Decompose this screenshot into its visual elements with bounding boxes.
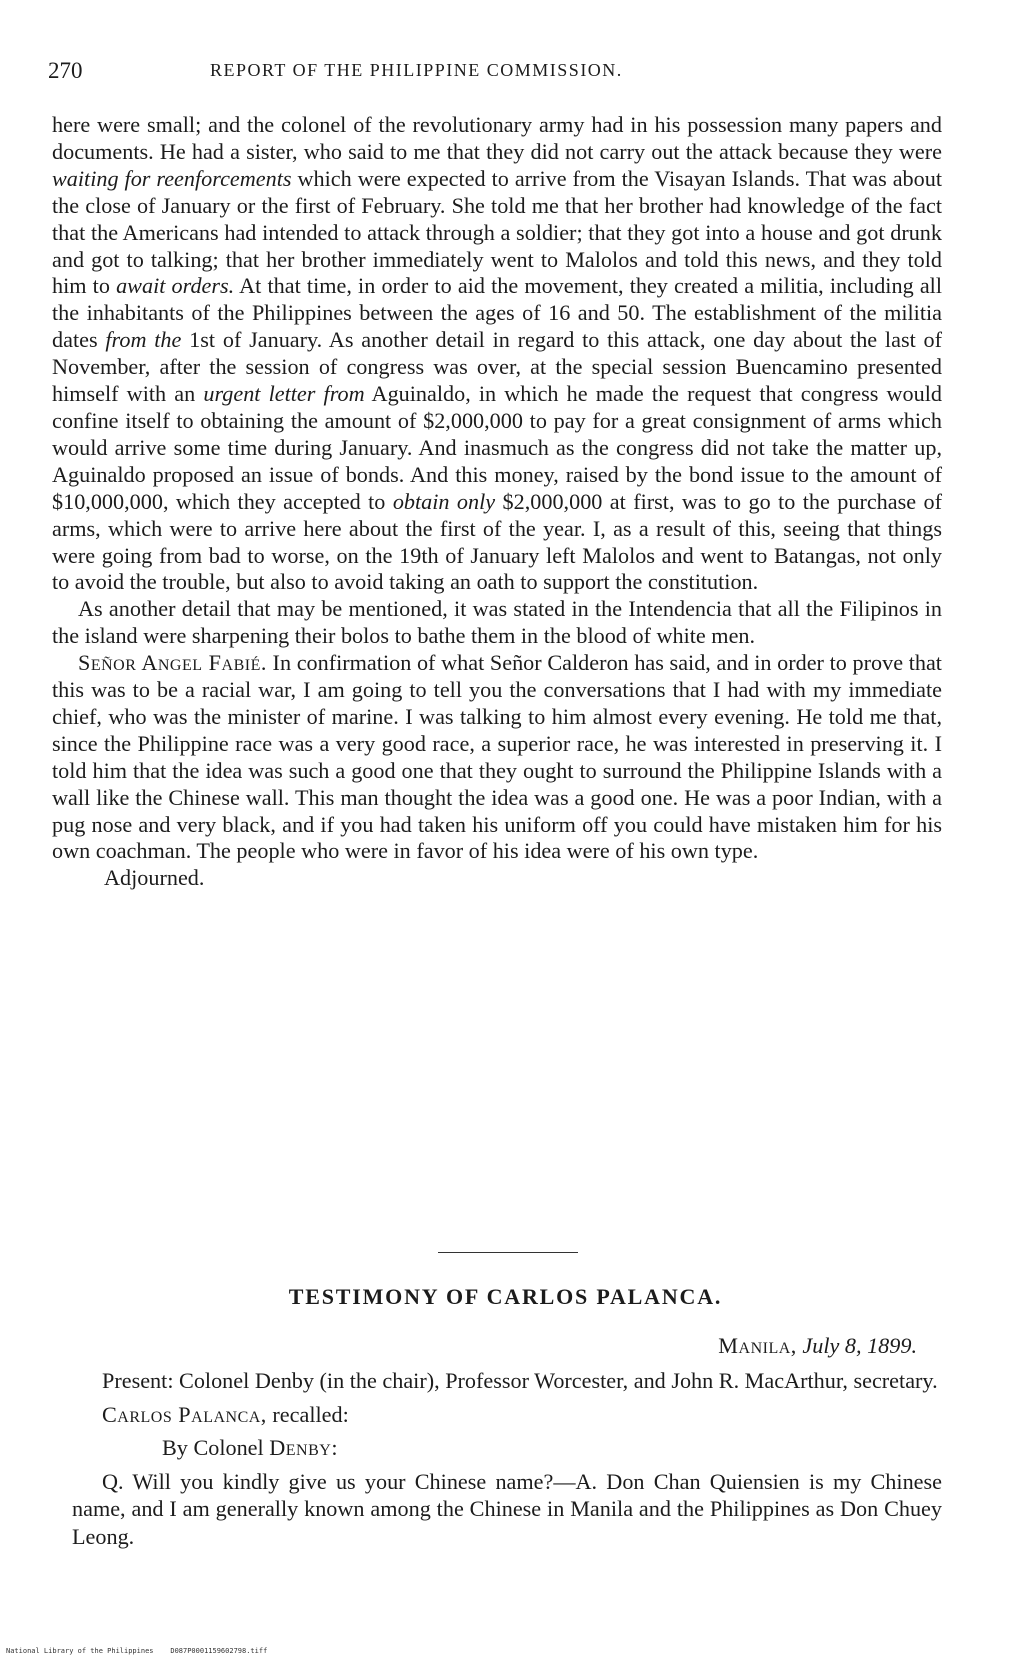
running-head: REPORT OF THE PHILIPPINE COMMISSION. [210,60,623,80]
page-header [48,58,768,88]
italic-run: obtain only [392,488,496,514]
italic-run: urgent letter from [203,381,365,407]
speaker-name: Señor Angel Fabié. [78,650,267,676]
text-run: 1st of January. As another detail in regard to this attack, one day about the last of November, after the session of congress was over, at the special session Buencamino presented himself with an [52,327,943,407]
italic-run: await orders. [116,273,235,299]
body-text [52,112,942,892]
paragraph-intendencia [52,596,942,650]
text-run: At that time, in order to aid the movement, they created a militia, including all the inhabitants of the Philippines between the ages of 16 and 50. The establishment of the militia dates [52,273,942,353]
text-run: In confirmation of what Señor Calderon has said, and in order to prove that this was to be a racial war, I am going to tell you the conversations that I had with my immediate chief, who was the minister of marine. I was talking to him almost every evening. He told me that, since the Philippine race was a very good race, a superior race, he was interested in preserving it. I told him that the idea was such a good one that they ought to surround the Philippine Islands with a wall like the Chinese wall. This man thought the idea was a good one. He was a poor Indian, with a pug nose and very black, and if you had taken his uniform off you could have mistaken him for his own coachman. The people who were in favor of his idea were of his own type. [52,650,942,864]
witness-name: Carlos Palanca, [102,1401,267,1427]
scan-footer: National Library of the Philippines D087P0001159602798.tiff [6,1647,268,1655]
section-divider [438,1252,578,1253]
text-run: By Colonel [162,1435,270,1460]
recalled-line [72,1401,942,1429]
italic-run: from the [105,327,182,353]
examiner-name: Denby [269,1435,332,1460]
italic-run: waiting for reenforcements [52,165,292,191]
text-run: recalled: [266,1401,349,1427]
text-run: which were expected to arrive from the Visayan Islands. That was about the close of January or the first of February. She told me that her brother had knowledge of the fact that the Americans had intended to attack through a soldier; that they got into a house and got drunk and got to talking; that her brother immediately went to Malolos and told this news, and they told him to [52,165,942,299]
present-line: Present: Colonel Denby (in the chair), Professor Worcester, and John R. MacArthur, secretary. [102,1368,938,1393]
text-run: Aguinaldo, in which he made the request that congress would confine itself to obtaining the amount of $2,000,000 to pay for a great consignment of arms which would arrive some time during January. And inasmuch as the congress did not take the matter up, Aguinaldo proposed an issue of bonds. And this money, raised by the bond issue to the amount of $10,000,000, which they accepted to [52,381,942,514]
dateline-date: July 8, 1899. [802,1333,917,1358]
examiner-line [72,1434,942,1462]
dateline-place: Manila, [718,1333,797,1358]
testimony-body [72,1367,942,1550]
text-run: : [331,1435,338,1460]
paragraph-fabie-testimony [52,650,942,865]
paragraph-calderon-testimony [52,112,942,596]
section-title: TESTIMONY OF CARLOS PALANCA. [288,1284,723,1309]
text-run: $2,000,000 at first, was to go to the purchase of arms, which were to arrive here about the first of the year. I, as a result of this, seeing that things were going from bad to worse, on the 19th of January left Malolos and went to Batangas, not only to avoid the trouble, but also to avoid taking an oath to support the constitution. [52,488,942,595]
page-number: 270 [48,58,83,83]
text-run: here were small; and the colonel of the revolutionary army had in his possession many papers and documents. He had a sister, who said to me that they did not carry out the attack because they were [52,112,942,164]
question-answer: Q. Will you kindly give us your Chinese name?—A. Don Chan Quiensien is my Chinese name, and I am generally known among the Chinese in Manila and the Philippines as Don Chuey Leong. [72,1468,942,1549]
dateline [718,1333,917,1359]
text-run: As another detail that may be mentioned, it was stated in the Intendencia that all the Filipinos in the island were sharpening their bolos to bathe them in the blood of white men. [52,596,942,649]
adjourned-line: Adjourned. [104,865,205,891]
